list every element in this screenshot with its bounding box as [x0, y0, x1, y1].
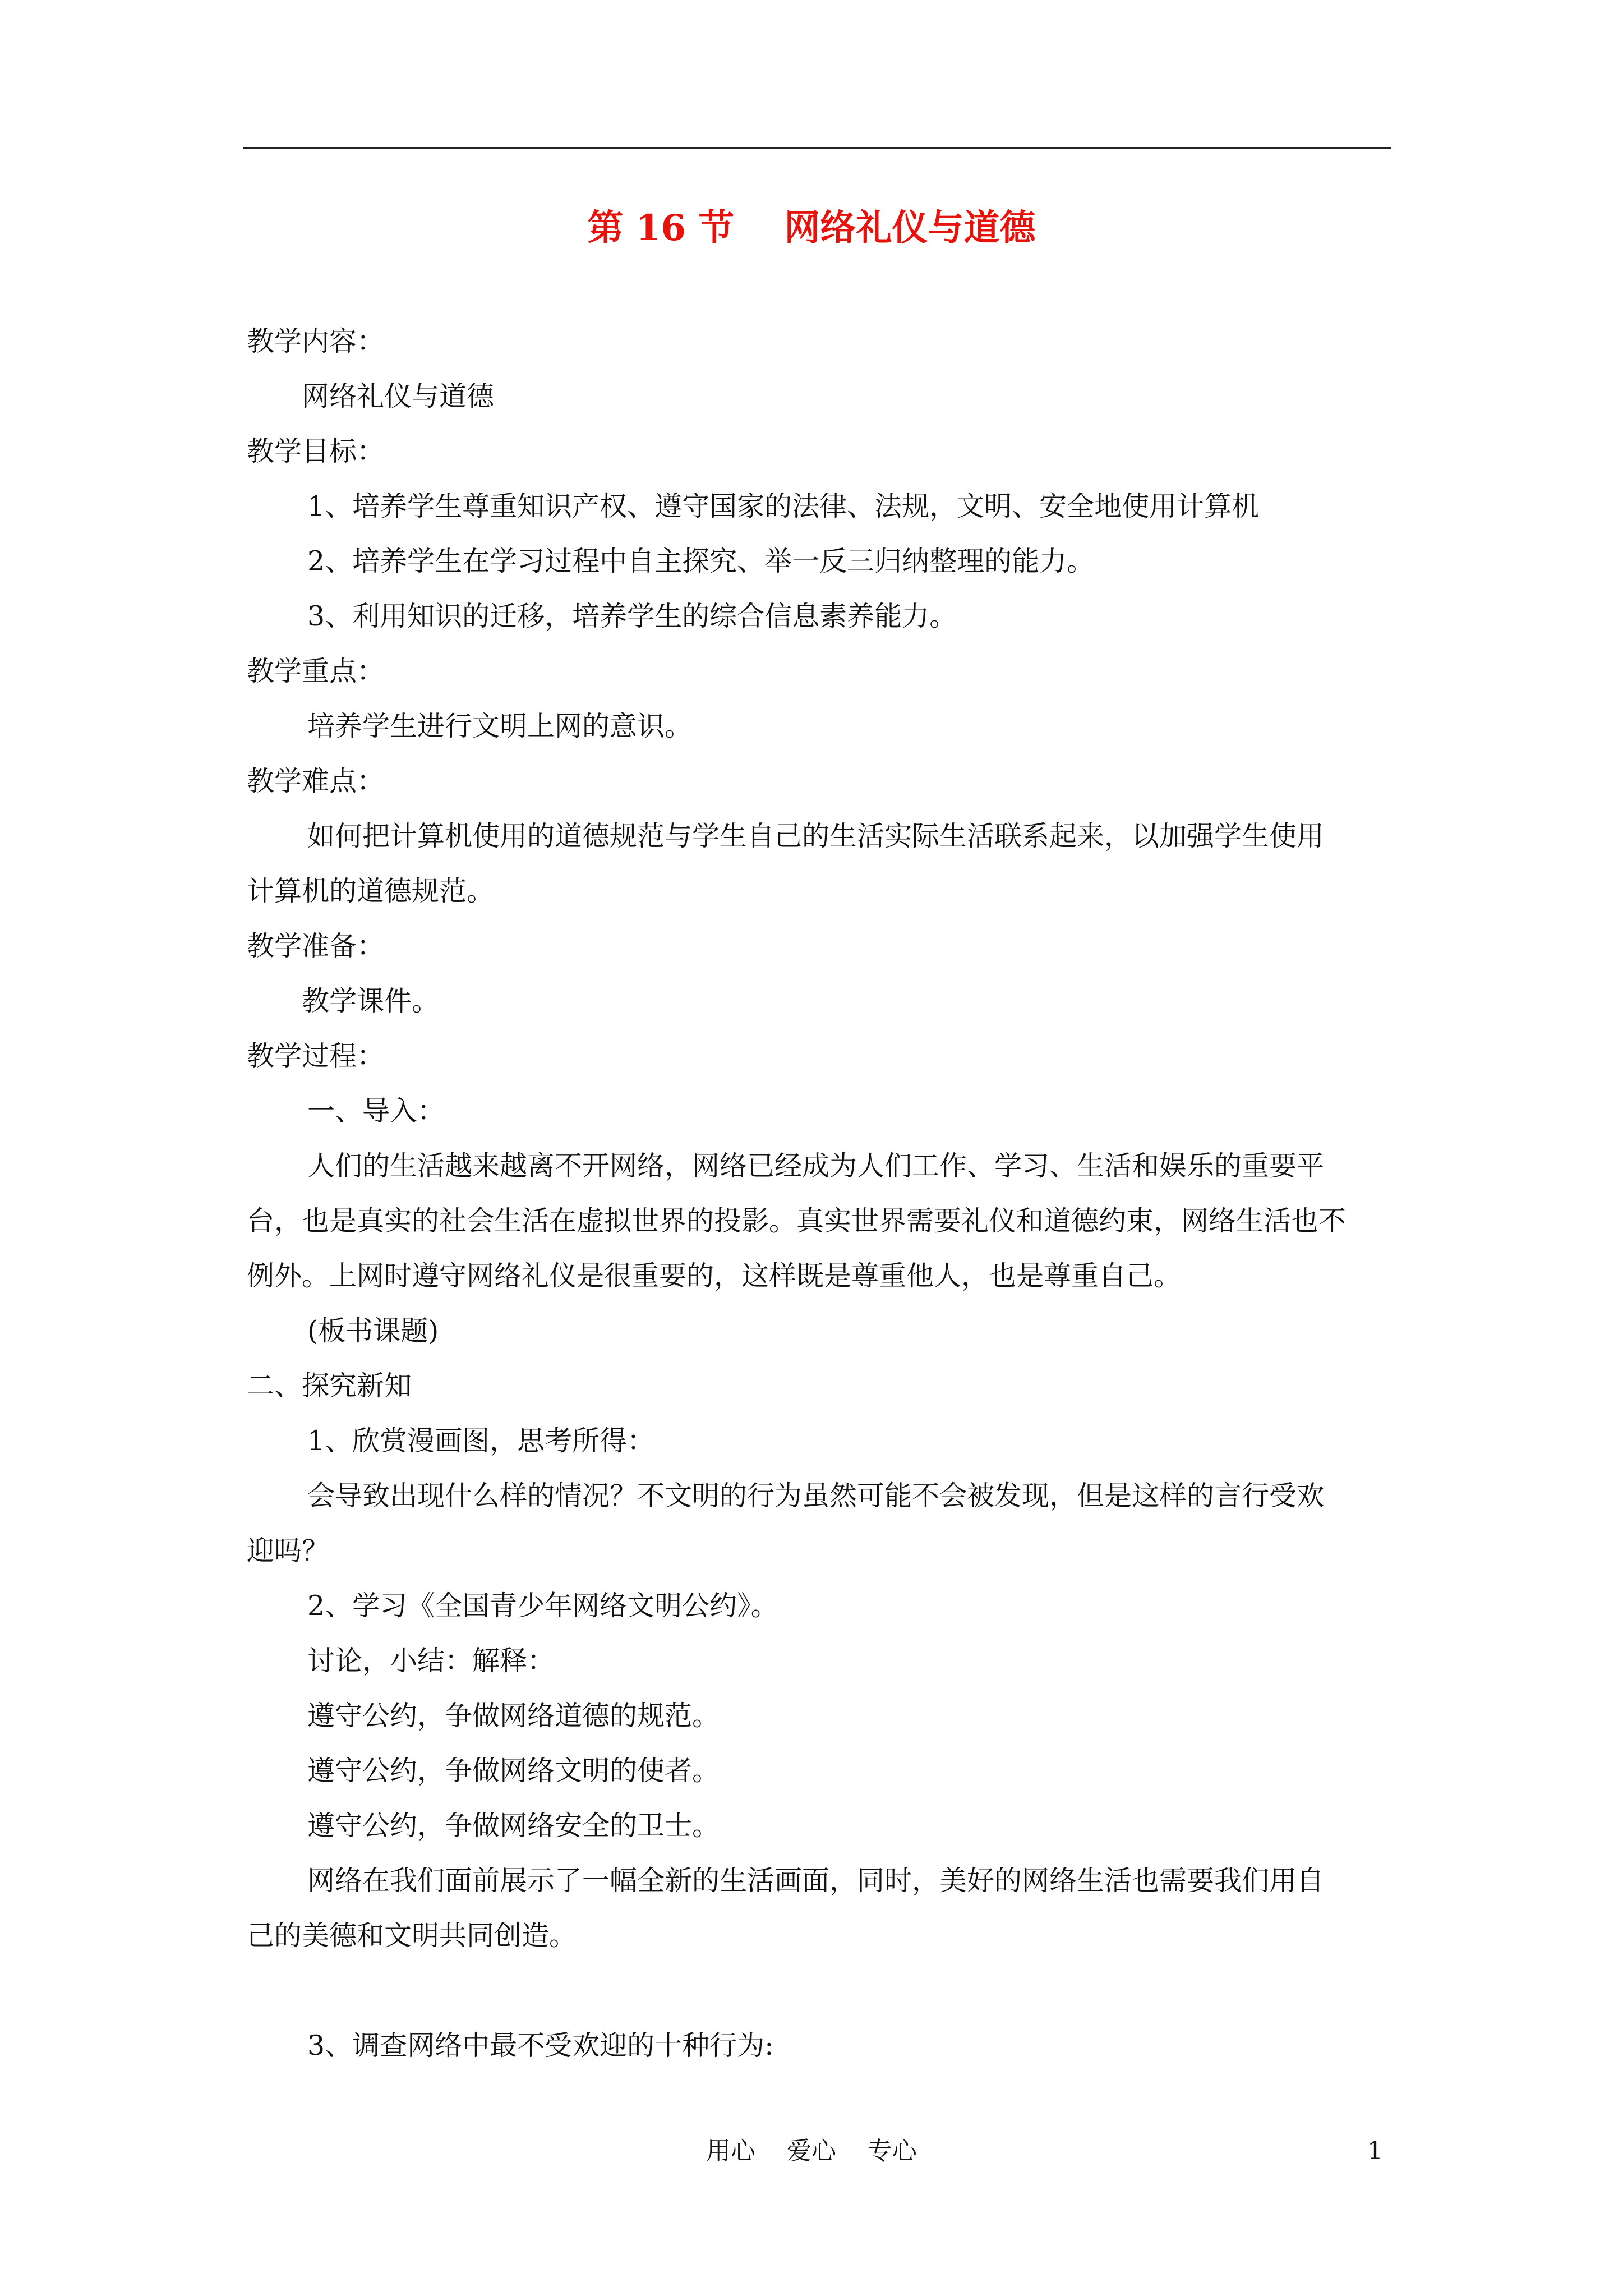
- header-rule: [243, 147, 1391, 149]
- section-heading-content: 教学内容：: [247, 325, 385, 357]
- paragraph: 讨论，小结：解释：: [307, 1645, 555, 1677]
- paragraph: 培养学生进行文明上网的意识。: [307, 710, 693, 742]
- blank-line: [247, 1963, 1385, 2018]
- paragraph: 人们的生活越来越离不开网络，网络已经成为人们工作、学习、生活和娱乐的重要平: [307, 1150, 1325, 1182]
- subsection-heading: 一、导入：: [307, 1095, 445, 1127]
- subsection-heading: 二、探究新知: [247, 1370, 412, 1402]
- page-number: 1: [1367, 2137, 1383, 2165]
- paragraph-continuation: 计算机的道德规范。: [247, 875, 495, 907]
- list-item: 3、调查网络中最不受欢迎的十种行为:: [307, 2030, 774, 2062]
- paragraph: 会导致出现什么样的情况？不文明的行为虽然可能不会被发现，但是这样的言行受欢: [307, 1480, 1325, 1512]
- document-title: 第 16 节 网络礼仪与道德: [587, 207, 1036, 249]
- paragraph: (板书课题): [307, 1315, 439, 1347]
- paragraph-continuation: 例外。上网时遵守网络礼仪是很重要的，这样既是尊重他人，也是尊重自己。: [247, 1260, 1182, 1292]
- list-item: 2、培养学生在学习过程中自主探究、举一反三归纳整理的能力。: [307, 545, 1095, 577]
- footer-motto: 用心 爱心 专心: [706, 2137, 917, 2165]
- paragraph: 遵守公约，争做网络安全的卫士。: [307, 1810, 720, 1842]
- paragraph: 如何把计算机使用的道德规范与学生自己的生活实际生活联系起来，以加强学生使用: [307, 820, 1325, 852]
- paragraph-continuation: 己的美德和文明共同创造。: [247, 1920, 577, 1952]
- list-item: 3、利用知识的迁移，培养学生的综合信息素养能力。: [307, 600, 957, 632]
- paragraph: 网络在我们面前展示了一幅全新的生活画面，同时，美好的网络生活也需要我们用自: [307, 1865, 1325, 1897]
- paragraph: 网络礼仪与道德: [302, 380, 495, 412]
- paragraph: 遵守公约，争做网络文明的使者。: [307, 1755, 720, 1787]
- paragraph: 遵守公约，争做网络道德的规范。: [307, 1700, 720, 1732]
- section-heading-difficulties: 教学难点：: [247, 765, 385, 797]
- section-heading-objectives: 教学目标：: [247, 435, 385, 467]
- list-item: 2、学习《全国青少年网络文明公约》。: [307, 1590, 778, 1622]
- list-item: 1、欣赏漫画图，思考所得：: [307, 1425, 655, 1457]
- section-heading-process: 教学过程：: [247, 1040, 385, 1072]
- list-item: 1、培养学生尊重知识产权、遵守国家的法律、法规，文明、安全地使用计算机: [307, 490, 1260, 522]
- section-heading-key-points: 教学重点：: [247, 655, 385, 687]
- paragraph-continuation: 台，也是真实的社会生活在虚拟世界的投影。真实世界需要礼仪和道德约束，网络生活也不: [247, 1205, 1347, 1237]
- section-heading-preparation: 教学准备：: [247, 930, 385, 962]
- document-body: [247, 314, 1385, 2073]
- paragraph-continuation: 迎吗？: [247, 1535, 330, 1567]
- paragraph: 教学课件。: [302, 985, 440, 1017]
